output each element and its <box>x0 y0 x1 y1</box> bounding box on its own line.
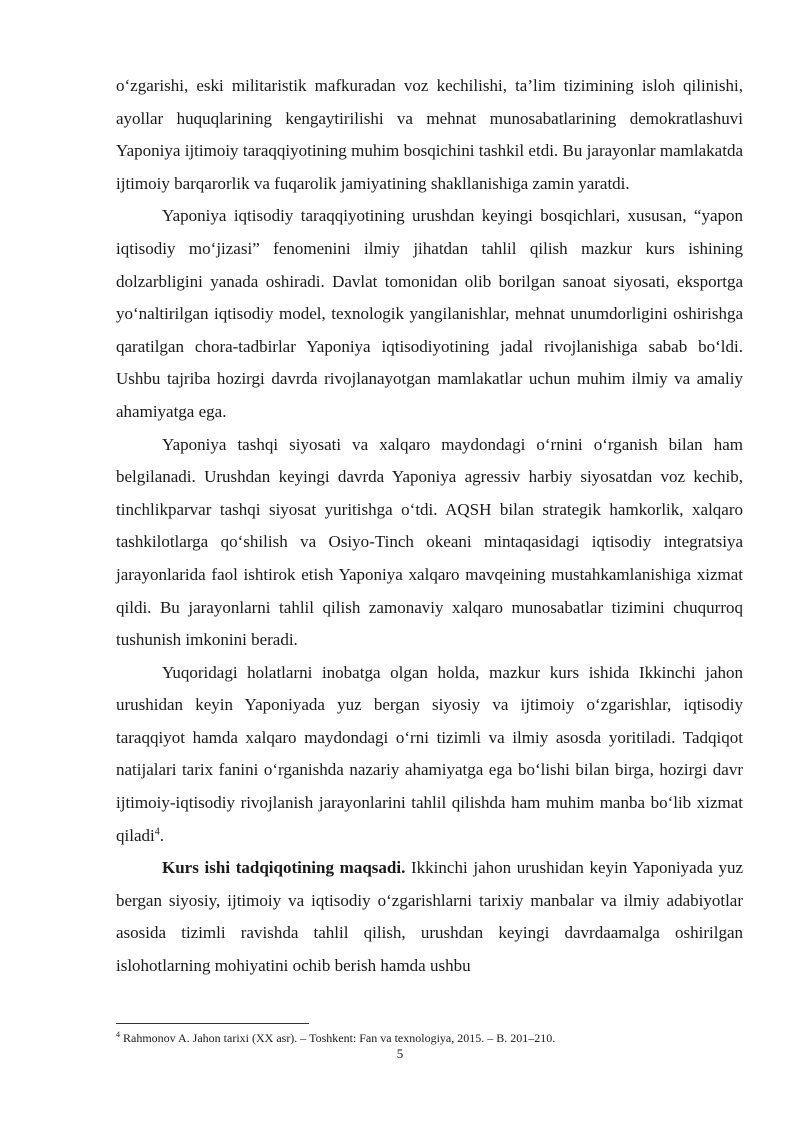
paragraph-5-text: Ikkinchi jahon urushidan keyin Yaponiyada yuz bergan siyosiy, ijtimoiy va iqtisodiy o‘zgarishlarni tarixiy manbalar va ilmiy adabiyotlar asosida tizimli ravishda tahlil qilish, urushdan keyingi davrdaamalga oshirilgan islohotlarning mohiyatini ochib berish hamda ushbu <box>116 858 743 976</box>
footnote-separator <box>116 1023 309 1024</box>
footnote-marker: 4 <box>116 1030 120 1039</box>
paragraph-5 <box>116 852 743 982</box>
footnote-reference[interactable]: 4 <box>154 826 160 837</box>
paragraph-1: o‘zgarishi, eski militaristik mafkuradan voz kechilishi, ta’lim tizimining isloh qilinishi, ayollar huquqlarining kengaytirilishi va mehnat munosabatlarining demokratlashuvi Yaponiya ijtimoiy taraqqiyotining muhim bosqichini tashkil etdi. Bu jarayonlar mamlakatda ijtimoiy barqarorlik va fuqarolik jamiyatining shakllanishiga zamin yaratdi. <box>116 76 743 193</box>
paragraph-2: Yaponiya iqtisodiy taraqqiyotining urushdan keyingi bosqichlari, xususan, “yapon iqtisodiy mo‘jizasi” fenomenini ilmiy jihatdan tahlil qilish mazkur kurs ishining dolzarbligini yanada oshiradi. Davlat tomonidan olib borilgan sanoat siyosati, eksportga yo‘naltirilgan iqtisodiy model, texnologik yangilanishlar, mehnat unumdorligini oshirishga qaratilgan chora-tadbirlar Yaponiya iqtisodiyotining jadal rivojlanishiga sabab bo‘ldi. Ushbu tajriba hozirgi davrda rivojlanayotgan mamlakatlar uchun muhim ilmiy va amaliy ahamiyatga ega. <box>116 206 743 421</box>
paragraph-3: Yaponiya tashqi siyosati va xalqaro maydondagi o‘rnini o‘rganish bilan ham belgilanadi. Urushdan keyingi davrda Yaponiya agressiv harbiy siyosatdan voz kechib, tinchlikparvar tashqi siyosat yuritishga o‘tdi. AQSH bilan strategik hamkorlik, xalqaro tashkilotlarga qo‘shilish va Osiyo-Tinch okeani mintaqasidagi iqtisodiy integratsiya jarayonlarida faol ishtirok etish Yaponiya xalqaro mavqeining mustahkamlanishiga xizmat qildi. Bu jarayonlarni tahlil qilish zamonaviy xalqaro munosabatlar tizimini chuqurroq tushunish imkonini beradi. <box>116 434 743 650</box>
paragraph-4-tail: . <box>159 825 164 845</box>
section-heading-inline: Kurs ishi tadqiqotining maqsadi. <box>162 858 406 878</box>
footnote-text: Rahmonov A. Jahon tarixi (XX asr). – Toshkent: Fan va texnologiya, 2015. – B. 201–210. <box>120 1031 556 1045</box>
paragraph-4-text: Yuqoridagi holatlarni inobatga olgan holda, mazkur kurs ishida Ikkinchi jahon urushidan keyin Yaponiyada yuz bergan siyosiy va ijtimoiy o‘zgarishlar, iqtisodiy taraqqiyot hamda xalqaro maydondagi o‘rni tizimli va ilmiy asosda yoritiladi. Tadqiqot natijalari tarix fanini o‘rganishda nazariy ahamiyatga ega bo‘lishi bilan birga, hozirgi davr ijtimoiy-iqtisodiy rivojlanish jarayonlarini tahlil qilishda ham muhim manba bo‘lib xizmat qiladi <box>116 662 743 845</box>
page-number: 5 <box>396 1046 404 1061</box>
paragraph-4 <box>116 657 743 853</box>
page-body <box>116 70 743 983</box>
footnote <box>116 1031 743 1046</box>
